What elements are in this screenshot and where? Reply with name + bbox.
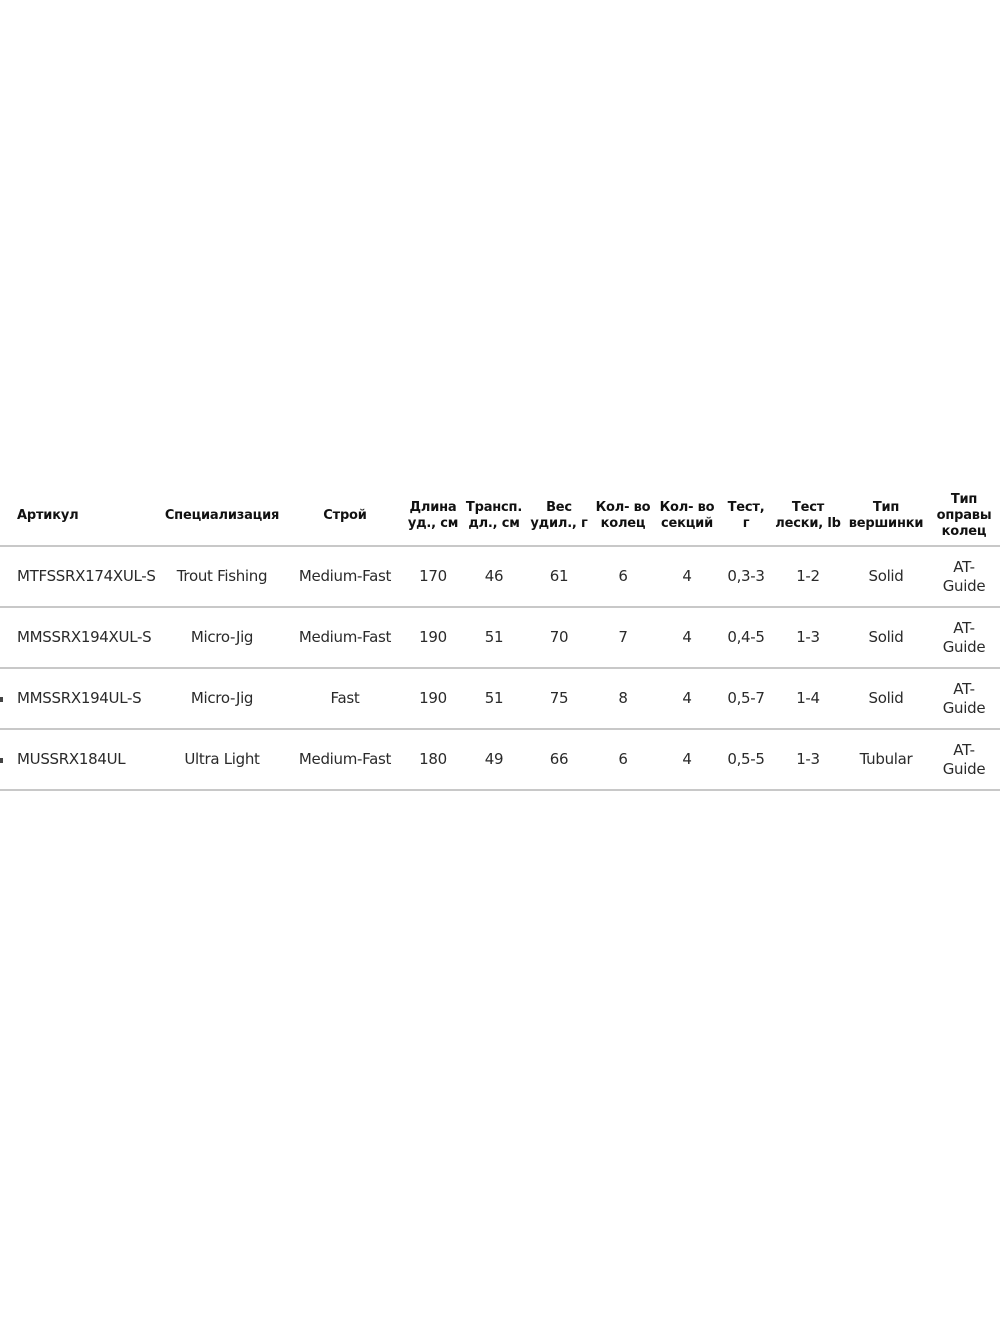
cell-article: MMSSRX194XUL-S xyxy=(17,628,152,647)
header-weight xyxy=(530,487,588,545)
header-action xyxy=(290,487,400,545)
cell-test: 0,5-7 xyxy=(727,689,765,708)
cell-frame xyxy=(930,730,998,789)
cell-guides: 6 xyxy=(618,750,628,769)
cell-guides: 8 xyxy=(618,689,628,708)
cell-sections: 4 xyxy=(682,567,692,586)
cell-transport: 46 xyxy=(484,567,504,586)
cell-specialization: Ultra Light xyxy=(184,750,260,769)
cell-length: 180 xyxy=(419,750,447,769)
header-test xyxy=(720,487,772,545)
header-line-line-1: Тест xyxy=(791,500,825,516)
cell-transport: 49 xyxy=(484,750,504,769)
cell-line: 1-4 xyxy=(796,689,820,708)
cell-frame-line-2: Guide xyxy=(942,576,986,595)
cell-weight: 75 xyxy=(549,689,569,708)
cell-action: Medium-Fast xyxy=(298,567,392,586)
header-transport xyxy=(464,487,524,545)
cell-sections: 4 xyxy=(682,750,692,769)
header-line-line-2: лески, lb xyxy=(775,516,841,531)
cell-frame-line-1: AT- xyxy=(953,619,975,638)
header-length-line-2: уд., см xyxy=(407,516,459,531)
cell-tip: Solid xyxy=(868,628,904,647)
header-length xyxy=(406,487,460,545)
cell-action: Fast xyxy=(330,689,360,708)
cell-transport: 51 xyxy=(484,628,504,647)
cell-frame xyxy=(930,547,998,606)
cell-frame-line-1: AT- xyxy=(953,680,975,699)
cell-frame-line-2: Guide xyxy=(942,759,986,778)
cell-tip: Solid xyxy=(868,689,904,708)
cell-frame xyxy=(930,669,998,728)
cell-test: 0,3-3 xyxy=(727,567,765,586)
header-line xyxy=(776,487,840,545)
row-edge-mark xyxy=(0,758,3,763)
header-sections-line-2: секций xyxy=(660,516,713,531)
cell-transport: 51 xyxy=(484,689,504,708)
cell-specialization: Micro-Jig xyxy=(190,689,254,708)
header-test-line-1: Тест, xyxy=(727,500,765,516)
cell-line: 1-3 xyxy=(796,628,820,647)
cell-action: Medium-Fast xyxy=(298,628,392,647)
cell-article: MUSSRX184UL xyxy=(17,750,126,769)
cell-length: 190 xyxy=(419,628,447,647)
cell-frame-line-1: AT- xyxy=(953,558,975,577)
header-frame-line-2: оправы xyxy=(936,508,992,524)
header-specialization-label: Специализация xyxy=(164,508,280,524)
cell-test: 0,5-5 xyxy=(727,750,765,769)
header-sections-line-1: Кол- во xyxy=(659,500,715,516)
cell-frame-line-2: Guide xyxy=(942,698,986,717)
cell-frame xyxy=(930,608,998,667)
cell-article: MTFSSRX174XUL-S xyxy=(17,567,156,586)
cell-line: 1-3 xyxy=(796,750,820,769)
cell-action: Medium-Fast xyxy=(298,750,392,769)
cell-guides: 6 xyxy=(618,567,628,586)
table-row xyxy=(0,547,1000,608)
cell-frame-line-2: Guide xyxy=(942,637,986,656)
spec-table xyxy=(0,487,1000,791)
header-guides-line-1: Кол- во xyxy=(595,500,651,516)
cell-frame-line-1: AT- xyxy=(953,741,975,760)
cell-tip: Solid xyxy=(868,567,904,586)
cell-weight: 70 xyxy=(549,628,569,647)
header-tip-line-2: вершинки xyxy=(848,516,924,531)
header-weight-line-1: Вес xyxy=(546,500,572,516)
table-row xyxy=(0,608,1000,669)
cell-specialization: Micro-Jig xyxy=(190,628,254,647)
table-row xyxy=(0,730,1000,791)
header-frame xyxy=(930,487,998,545)
header-guides-line-2: колец xyxy=(600,516,646,531)
cell-length: 190 xyxy=(419,689,447,708)
cell-test: 0,4-5 xyxy=(727,628,765,647)
header-test-line-2: г xyxy=(742,516,750,531)
cell-weight: 61 xyxy=(549,567,569,586)
header-specialization xyxy=(160,487,284,545)
header-guides xyxy=(592,487,654,545)
header-weight-line-2: удил., г xyxy=(530,516,588,531)
header-length-line-1: Длина xyxy=(409,500,457,516)
table-row xyxy=(0,669,1000,730)
row-edge-mark xyxy=(0,697,3,702)
cell-article: MMSSRX194UL-S xyxy=(17,689,142,708)
header-frame-line-1: Тип xyxy=(950,492,978,508)
cell-sections: 4 xyxy=(682,628,692,647)
cell-length: 170 xyxy=(419,567,447,586)
header-transport-line-1: Трансп. xyxy=(465,500,523,516)
header-tip-line-1: Тип xyxy=(872,500,900,516)
cell-weight: 66 xyxy=(549,750,569,769)
header-frame-line-3: колец xyxy=(941,523,987,539)
table-header-row xyxy=(0,487,1000,547)
header-tip xyxy=(846,487,926,545)
cell-specialization: Trout Fishing xyxy=(176,567,268,586)
header-transport-line-2: дл., см xyxy=(468,516,520,531)
header-action-label: Строй xyxy=(323,508,367,524)
cell-line: 1-2 xyxy=(796,567,820,586)
cell-guides: 7 xyxy=(618,628,628,647)
header-article xyxy=(17,487,163,545)
cell-sections: 4 xyxy=(682,689,692,708)
cell-tip: Tubular xyxy=(859,750,913,769)
header-article-label: Артикул xyxy=(17,508,79,524)
header-sections xyxy=(656,487,718,545)
